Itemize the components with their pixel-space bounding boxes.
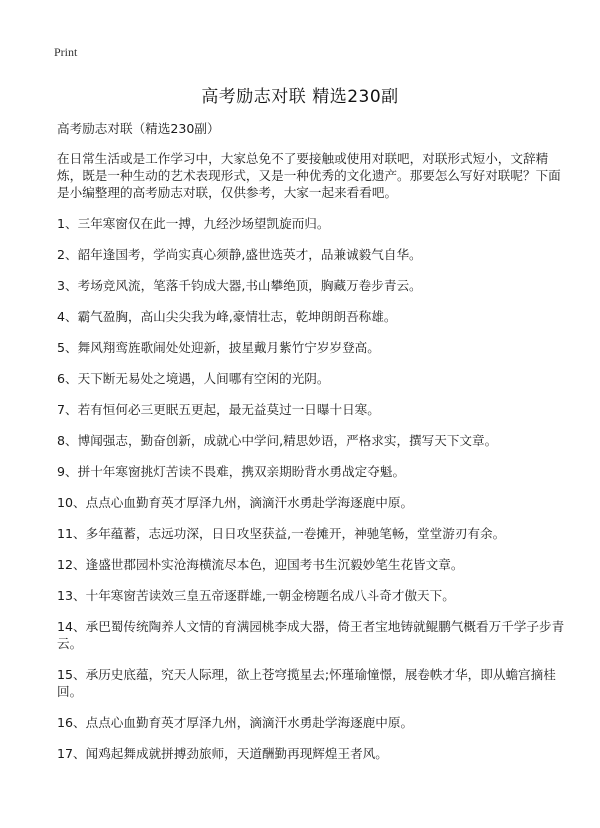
couplet-item: 14、承巴蜀传统陶养人文情的育满园桃李成大器，倚王者宝地铸就鲲鹏气概看万千学子步青云。 — [57, 619, 565, 651]
article-subtitle: 高考励志对联（精选230副） — [57, 121, 220, 136]
couplet-item: 7、若有恒何必三更眠五更起，最无益莫过一日曝十日寒。 — [57, 402, 380, 417]
couplet-item: 4、霸气盈胸，高山尖尖我为峰,豪情壮志，乾坤朗朗吾称雄。 — [57, 309, 397, 324]
couplet-item: 5、舞风翔鸾旌歌闹处处迎新，披星戴月紫竹宁岁岁登高。 — [57, 340, 380, 355]
page-title: 高考励志对联 精选230副 — [201, 87, 399, 107]
couplet-item: 2、韶年逢国考，学尚实真心须静,盛世选英才，品兼诚毅气自华。 — [57, 247, 422, 262]
couplet-item: 10、点点心血勤育英才厚泽九州，滴滴汗水勇赴学海逐鹿中原。 — [57, 495, 414, 510]
couplet-item: 13、十年寒窗苦读效三皇五帝逐群雄,一朝金榜题名成八斗奇才傲天下。 — [57, 588, 455, 603]
couplet-item: 8、博闻强志，勤奋创新，成就心中学问,精思妙语，严格求实，撰写天下文章。 — [57, 433, 498, 448]
couplet-item: 9、拼十年寒窗挑灯苦读不畏难，携双亲期盼背水勇战定夺魁。 — [57, 464, 406, 479]
couplet-item: 15、承历史底蕴，究天人际理，欲上苍穹揽星去;怀瑾瑜憧憬，展卷帙才华，即从蟾宫摘桂回。 — [57, 667, 556, 699]
print-label: Print — [54, 45, 78, 59]
couplet-item: 1、三年寒窗仅在此一搏，九经沙场望凯旋而归。 — [57, 216, 330, 231]
intro-paragraph: 在日常生活或是工作学习中，大家总免不了要接触或使用对联吧，对联形式短小，文辞精炼，既是一种生动的艺术表现形式，又是一种优秀的文化遗产。那要怎么写好对联呢？下面是小编整理的高考励志对联，仅供参考，大家一起来看看吧。 — [57, 151, 561, 200]
couplet-item: 17、闻鸡起舞成就拼搏劲旅师，天道酬勤再现辉煌王者风。 — [57, 746, 388, 761]
couplet-item: 12、逢盛世郡园朴实沧海横流尽本色，迎国考书生沉毅妙笔生花皆文章。 — [57, 557, 464, 572]
couplet-item: 6、天下断无易处之境遇，人间哪有空闲的光阴。 — [57, 371, 330, 386]
couplet-item: 3、考场竞风流，笔落千钧成大器,书山攀绝顶，胸藏万卷步青云。 — [57, 278, 422, 293]
couplet-list — [57, 215, 567, 762]
couplet-item: 11、多年蕴蓄，志远功深，日日攻坚获益,一卷摊开，神驰笔畅，堂堂游刃有余。 — [57, 526, 506, 541]
article-body — [57, 120, 567, 776]
couplet-item: 16、点点心血勤育英才厚泽九州，滴滴汗水勇赴学海逐鹿中原。 — [57, 715, 414, 730]
